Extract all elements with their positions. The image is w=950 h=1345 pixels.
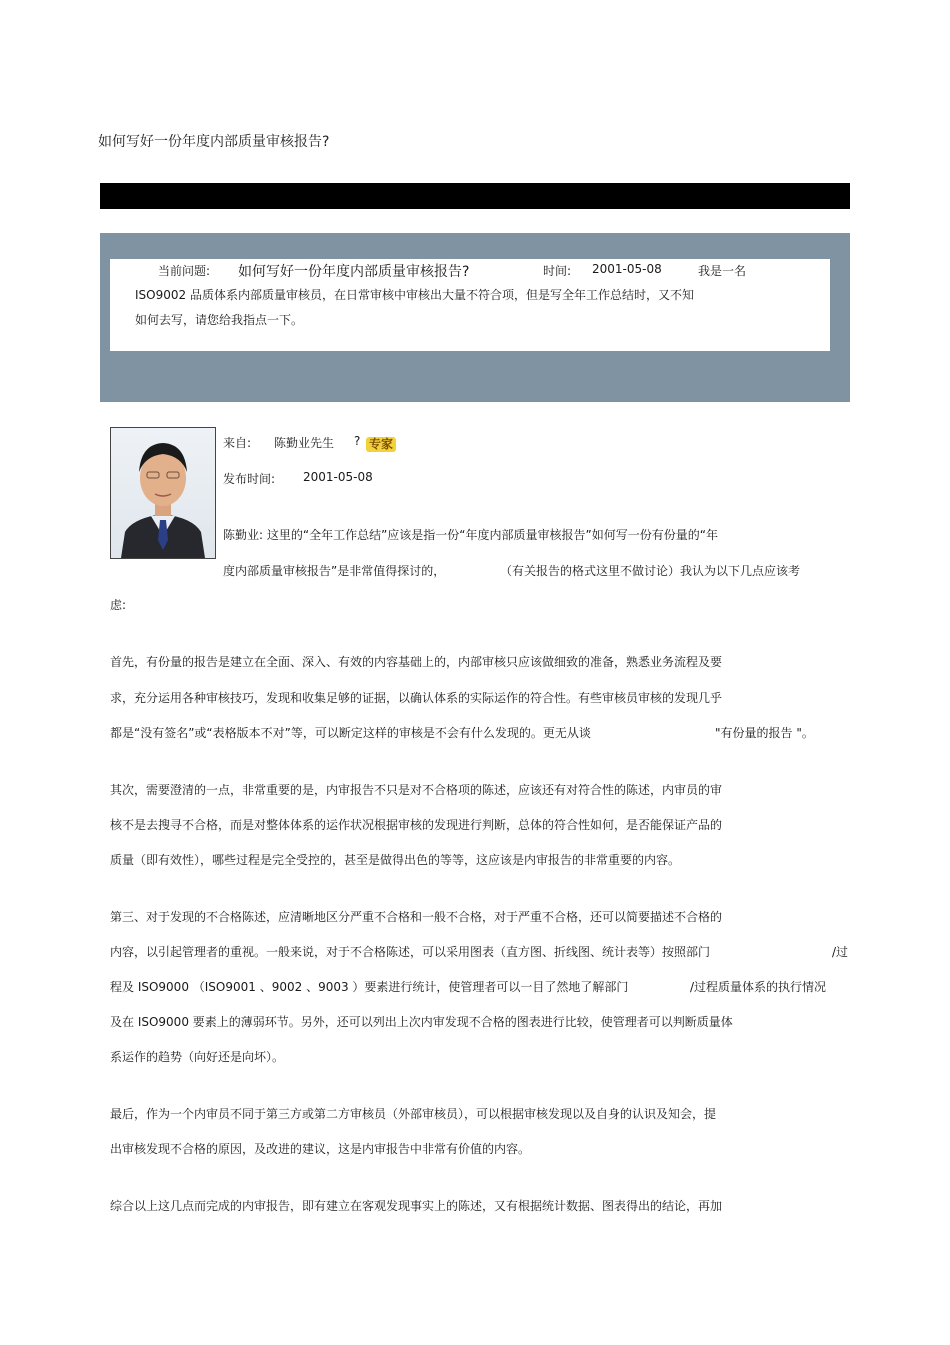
- from-label: 来自:: [223, 436, 252, 450]
- question-title: 如何写好一份年度内部质量审核报告?: [238, 264, 470, 280]
- answer-line: 陈勤业: 这里的“全年工作总结”应该是指一份“年度内部质量审核报告”如何写一份有份量的“年: [223, 528, 718, 542]
- paragraph-3-line: /过: [832, 945, 849, 959]
- header-bar: [100, 183, 850, 209]
- paragraph-5-line: 综合以上这几点而完成的内审报告，即有建立在客观发现事实上的陈述，又有根据统计数据、图表得出的结论，再加: [110, 1199, 723, 1213]
- paragraph-3-line: 系运作的趋势（向好还是向坏）。: [110, 1050, 285, 1064]
- paragraph-3-line: 第三、对于发现的不合格陈述，应清晰地区分严重不合格和一般不合格，对于严重不合格，还可以简要描述不合格的: [110, 910, 723, 924]
- paragraph-3-line: 内容，以引起管理者的重视。一般来说，对于不合格陈述，可以采用图表（直方图、折线图、统计表等）按照部门: [110, 945, 711, 959]
- publish-time: 2001-05-08: [303, 470, 373, 484]
- paragraph-1-line: "有份量的报告 "。: [715, 726, 814, 740]
- paragraph-1-line: 都是“没有签名”或“表格版本不对”等，可以断定这样的审核是不会有什么发现的。更无从谈: [110, 726, 591, 740]
- paragraph-2-line: 质量（即有效性），哪些过程是完全受控的，甚至是做得出色的等等，这应该是内审报告的非常重要的内容。: [110, 853, 681, 867]
- author-mark: ?: [354, 434, 361, 448]
- paragraph-3-line: 程及 ISO9000 （ISO9001 、9002 、9003 ）要素进行统计，使管理者可以一目了然地了解部门: [110, 980, 629, 994]
- expert-badge-label: 专家: [366, 437, 396, 452]
- answer-line: 虑:: [110, 598, 127, 612]
- question-intro: 我是一名: [698, 264, 747, 278]
- paragraph-4-line: 出审核发现不合格的原因，及改进的建议，这是内审报告中非常有价值的内容。: [110, 1142, 531, 1156]
- publish-time-label: 发布时间:: [223, 472, 276, 486]
- question-line-2: ISO9002 品质体系内部质量审核员，在日常审核中审核出大量不符合项，但是写全年工作总结时，又不知: [135, 288, 694, 302]
- paragraph-3-line: /过程质量体系的执行情况: [690, 980, 827, 994]
- expert-photo: [110, 427, 216, 559]
- paragraph-4-line: 最后，作为一个内审员不同于第三方或第二方审核员（外部审核员），可以根据审核发现以及自身的认识及知会，提: [110, 1107, 717, 1121]
- answer-line: 度内部质量审核报告”是非常值得探讨的，: [223, 564, 446, 578]
- page-title: 如何写好一份年度内部质量审核报告?: [98, 134, 330, 150]
- expert-badge: [366, 433, 396, 452]
- author-name[interactable]: 陈勤业先生: [274, 436, 335, 450]
- question-time: 2001-05-08: [592, 262, 662, 276]
- paragraph-2-line: 核不是去搜寻不合格，而是对整体体系的运作状况根据审核的发现进行判断，总体的符合性如何，是否能保证产品的: [110, 818, 723, 832]
- paragraph-2-line: 其次，需要澄清的一点，非常重要的是，内审报告不只是对不合格项的陈述，应该还有对符合性的陈述，内审员的审: [110, 783, 723, 797]
- question-line-3: 如何去写，请您给我指点一下。: [135, 313, 304, 327]
- question-label: 当前问题:: [158, 264, 211, 278]
- paragraph-3-line: 及在 ISO9000 要素上的薄弱环节。另外，还可以列出上次内审发现不合格的图表进行比较，使管理者可以判断质量体: [110, 1015, 733, 1029]
- paragraph-1-line: 首先，有份量的报告是建立在全面、深入、有效的内容基础上的，内部审核只应该做细致的准备，熟悉业务流程及要: [110, 655, 723, 669]
- paragraph-1-line: 求，充分运用各种审核技巧，发现和收集足够的证据，以确认体系的实际运作的符合性。有些审核员审核的发现几乎: [110, 691, 723, 705]
- question-time-label: 时间:: [543, 264, 572, 278]
- answer-line: （有关报告的格式这里不做讨论）我认为以下几点应该考: [500, 564, 801, 578]
